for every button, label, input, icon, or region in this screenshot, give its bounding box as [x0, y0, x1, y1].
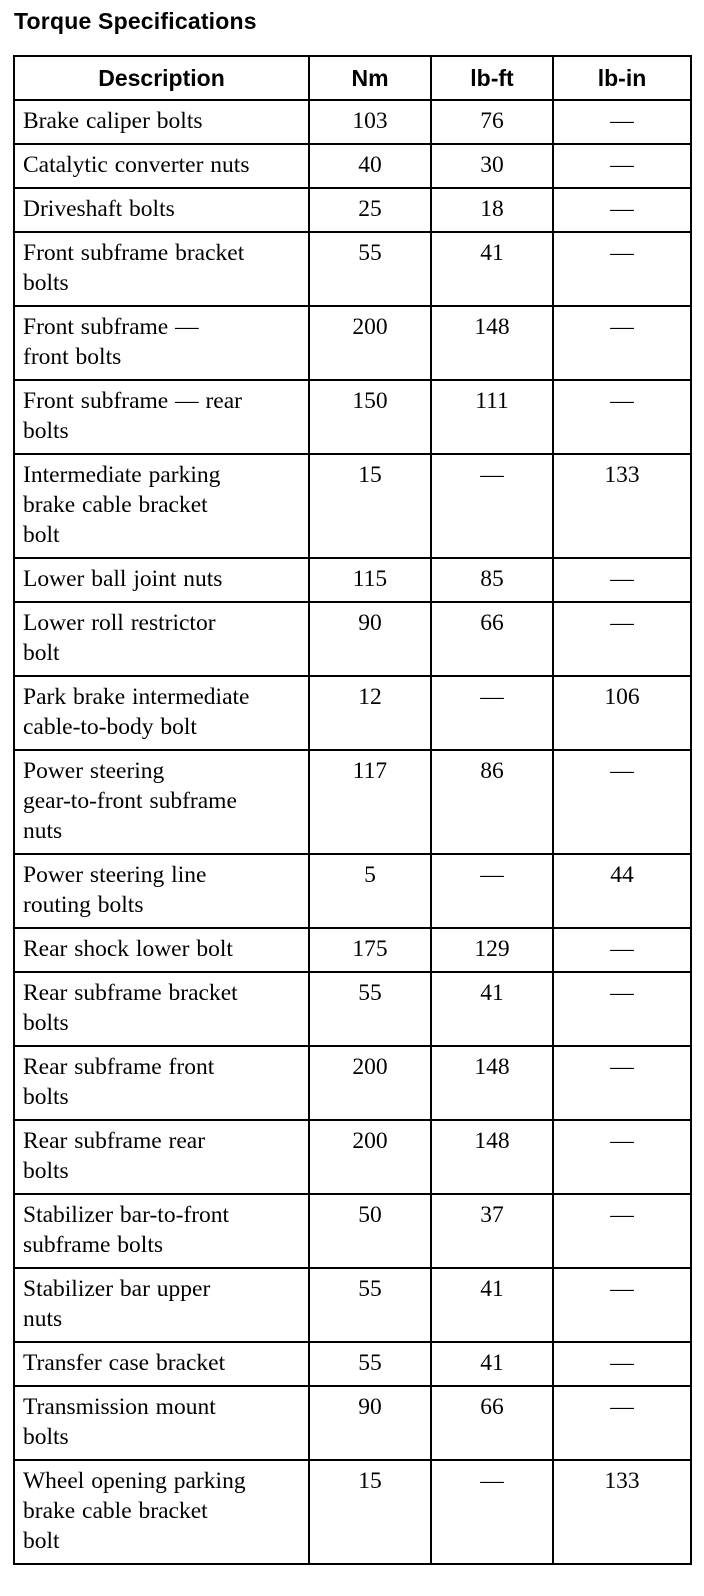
nm-cell: 103	[309, 100, 431, 144]
table-row	[14, 1120, 691, 1194]
description-cell	[14, 558, 309, 602]
lb-in-cell: —	[553, 306, 691, 380]
table-row	[14, 380, 691, 454]
nm-cell: 55	[309, 232, 431, 306]
description-line: subframe bolts	[23, 1232, 164, 1258]
description-line: bolts	[23, 1010, 69, 1036]
lb-in-cell: —	[553, 928, 691, 972]
lb-ft-cell: 66	[431, 602, 553, 676]
description-cell	[14, 1386, 309, 1460]
lb-ft-cell: —	[431, 454, 553, 558]
lb-in-cell: —	[553, 188, 691, 232]
description-line: nuts	[23, 818, 63, 844]
nm-cell: 15	[309, 454, 431, 558]
description-cell	[14, 1120, 309, 1194]
table-row	[14, 306, 691, 380]
description-line: Front subframe —	[23, 314, 199, 340]
lb-in-cell: —	[553, 232, 691, 306]
nm-cell: 90	[309, 602, 431, 676]
lb-ft-cell: 85	[431, 558, 553, 602]
table-row	[14, 100, 691, 144]
lb-ft-cell: 18	[431, 188, 553, 232]
nm-cell: 55	[309, 1342, 431, 1386]
description-line: bolts	[23, 418, 69, 444]
lb-ft-cell: —	[431, 1460, 553, 1564]
description-line: nuts	[23, 1306, 63, 1332]
table-row	[14, 144, 691, 188]
table-row	[14, 1342, 691, 1386]
lb-in-cell: —	[553, 380, 691, 454]
lb-in-cell: —	[553, 750, 691, 854]
description-line: Intermediate parking	[23, 462, 221, 488]
description-line: bolts	[23, 270, 69, 296]
nm-cell: 12	[309, 676, 431, 750]
lb-in-cell: —	[553, 1120, 691, 1194]
lb-ft-cell: 41	[431, 1342, 553, 1386]
description-line: Rear subframe front	[23, 1054, 215, 1080]
description-line: Rear subframe rear	[23, 1128, 206, 1154]
column-header-lb-in: lb-in	[553, 56, 691, 100]
description-line: Front subframe bracket	[23, 240, 245, 266]
lb-in-cell: —	[553, 558, 691, 602]
description-line: brake cable bracket	[23, 492, 208, 518]
lb-ft-cell: 111	[431, 380, 553, 454]
description-line: front bolts	[23, 344, 122, 370]
description-line: bolt	[23, 1528, 60, 1554]
nm-cell: 25	[309, 188, 431, 232]
table-row	[14, 928, 691, 972]
lb-in-cell: 133	[553, 1460, 691, 1564]
table-body	[14, 100, 691, 1564]
table-row	[14, 558, 691, 602]
page-title: Torque Specifications	[14, 8, 257, 34]
table-row	[14, 232, 691, 306]
description-cell	[14, 306, 309, 380]
lb-ft-cell: 66	[431, 1386, 553, 1460]
table-row	[14, 1386, 691, 1460]
description-cell	[14, 1194, 309, 1268]
lb-ft-cell: 41	[431, 232, 553, 306]
header-row	[14, 56, 691, 100]
lb-in-cell: —	[553, 100, 691, 144]
description-line: routing bolts	[23, 892, 144, 918]
description-cell	[14, 380, 309, 454]
description-cell	[14, 454, 309, 558]
description-line: Rear subframe bracket	[23, 980, 238, 1006]
description-line: Stabilizer bar upper	[23, 1276, 211, 1302]
table-row	[14, 1046, 691, 1120]
description-cell	[14, 854, 309, 928]
description-cell	[14, 972, 309, 1046]
column-header-description: Description	[14, 56, 309, 100]
lb-in-cell: —	[553, 1194, 691, 1268]
description-cell	[14, 1342, 309, 1386]
lb-ft-cell: —	[431, 854, 553, 928]
description-line: Lower ball joint nuts	[23, 566, 223, 592]
description-cell	[14, 1046, 309, 1120]
lb-in-cell: —	[553, 972, 691, 1046]
table-row	[14, 1194, 691, 1268]
description-line: bolts	[23, 1084, 69, 1110]
column-header-lb-ft: lb-ft	[431, 56, 553, 100]
lb-ft-cell: 86	[431, 750, 553, 854]
description-cell	[14, 188, 309, 232]
description-line: cable-to-body bolt	[23, 714, 197, 740]
nm-cell: 200	[309, 1046, 431, 1120]
description-cell	[14, 232, 309, 306]
description-line: bolt	[23, 640, 60, 666]
lb-in-cell: 133	[553, 454, 691, 558]
description-line: bolt	[23, 522, 60, 548]
lb-ft-cell: 129	[431, 928, 553, 972]
column-header-nm: Nm	[309, 56, 431, 100]
lb-ft-cell: 148	[431, 306, 553, 380]
lb-ft-cell: 76	[431, 100, 553, 144]
lb-in-cell: 44	[553, 854, 691, 928]
description-line: Transfer case bracket	[23, 1350, 226, 1376]
torque-spec-table	[13, 55, 692, 1565]
nm-cell: 200	[309, 1120, 431, 1194]
description-line: Driveshaft bolts	[23, 196, 175, 222]
lb-ft-cell: 30	[431, 144, 553, 188]
description-cell	[14, 1268, 309, 1342]
lb-in-cell: —	[553, 602, 691, 676]
table-row	[14, 972, 691, 1046]
lb-ft-cell: 148	[431, 1046, 553, 1120]
description-cell	[14, 144, 309, 188]
lb-in-cell: —	[553, 1386, 691, 1460]
lb-ft-cell: 41	[431, 972, 553, 1046]
description-line: bolts	[23, 1424, 69, 1450]
nm-cell: 150	[309, 380, 431, 454]
description-cell	[14, 676, 309, 750]
description-cell	[14, 602, 309, 676]
lb-in-cell: —	[553, 144, 691, 188]
nm-cell: 200	[309, 306, 431, 380]
description-line: brake cable bracket	[23, 1498, 208, 1524]
lb-in-cell: —	[553, 1342, 691, 1386]
description-line: Wheel opening parking	[23, 1468, 246, 1494]
description-cell	[14, 750, 309, 854]
nm-cell: 117	[309, 750, 431, 854]
lb-ft-cell: 41	[431, 1268, 553, 1342]
lb-in-cell: 106	[553, 676, 691, 750]
table-row	[14, 454, 691, 558]
description-line: bolts	[23, 1158, 69, 1184]
description-line: Catalytic converter nuts	[23, 152, 250, 178]
description-line: Lower roll restrictor	[23, 610, 216, 636]
table-row	[14, 188, 691, 232]
description-cell	[14, 100, 309, 144]
description-line: Rear shock lower bolt	[23, 936, 233, 962]
description-line: Front subframe — rear	[23, 388, 242, 414]
table-row	[14, 750, 691, 854]
nm-cell: 90	[309, 1386, 431, 1460]
description-cell	[14, 1460, 309, 1564]
table-row	[14, 602, 691, 676]
description-line: gear-to-front subframe	[23, 788, 237, 814]
nm-cell: 175	[309, 928, 431, 972]
table-row	[14, 1268, 691, 1342]
lb-ft-cell: 148	[431, 1120, 553, 1194]
description-cell	[14, 928, 309, 972]
nm-cell: 5	[309, 854, 431, 928]
lb-in-cell: —	[553, 1046, 691, 1120]
description-line: Brake caliper bolts	[23, 108, 203, 134]
lb-in-cell: —	[553, 1268, 691, 1342]
lb-ft-cell: —	[431, 676, 553, 750]
nm-cell: 115	[309, 558, 431, 602]
table-row	[14, 854, 691, 928]
description-line: Stabilizer bar-to-front	[23, 1202, 230, 1228]
table-row	[14, 1460, 691, 1564]
description-line: Power steering line	[23, 862, 207, 888]
nm-cell: 55	[309, 972, 431, 1046]
nm-cell: 15	[309, 1460, 431, 1564]
table-row	[14, 676, 691, 750]
description-line: Park brake intermediate	[23, 684, 250, 710]
nm-cell: 55	[309, 1268, 431, 1342]
lb-ft-cell: 37	[431, 1194, 553, 1268]
description-line: Transmission mount	[23, 1394, 216, 1420]
nm-cell: 50	[309, 1194, 431, 1268]
description-line: Power steering	[23, 758, 165, 784]
nm-cell: 40	[309, 144, 431, 188]
